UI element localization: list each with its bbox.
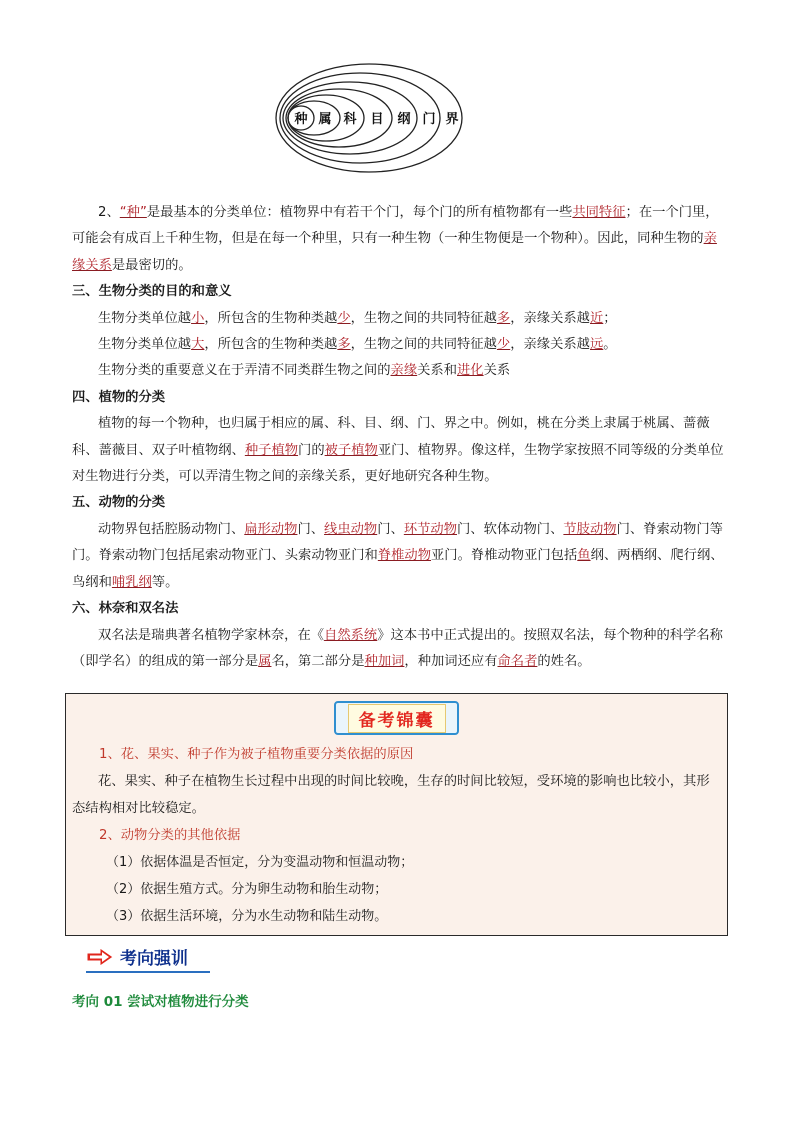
plant-classification-paragraph: 植物的每一个物种，也归属于相应的属、科、目、纲、门、界之中。例如，桃在分类上隶属于桃属、蔷薇科、蔷薇目、双子叶植物纲、种子植物门的被子植物亚门、植物界。像这样，生物学家按照不同等级的分类单位对生物进行分类，可以弄清生物之间的亲缘关系，更好地研究各种生物。	[72, 416, 724, 485]
arrow-right-icon	[86, 947, 114, 967]
exam-tips-badge	[334, 701, 459, 735]
label-mu: 目	[370, 112, 384, 127]
exam-tips-badge-label: 备考锦囊	[348, 704, 446, 733]
tip-2-title: 2、动物分类的其他依据	[99, 828, 241, 843]
purpose-line-1: 生物分类单位越小，所包含的生物种类越少，生物之间的共同特征越多，亲缘关系越近；	[98, 310, 617, 326]
purpose-line-3: 生物分类的重要意义在于弄清不同类群生物之间的亲缘关系和进化关系	[98, 363, 511, 379]
training-underline	[86, 971, 210, 973]
heading-linnaeus: 六、林奈和双名法	[72, 601, 179, 617]
highlight-zhong: “种”	[119, 205, 147, 220]
label-men: 门	[422, 112, 436, 127]
main-content	[72, 200, 728, 675]
heading-plant-classification: 四、植物的分类	[72, 389, 166, 405]
label-ke: 科	[343, 112, 357, 127]
animal-classification-paragraph: 动物界包括腔肠动物门、扁形动物门、线虫动物门、环节动物门、软体动物门、节肢动物门、脊索动物门等门。脊索动物门包括尾索动物亚门、头索动物亚门和脊椎动物亚门。脊椎动物亚门包括鱼纲、两栖纲、爬行纲、鸟纲和哺乳纲等。	[72, 521, 724, 590]
training-label: 考向强训	[120, 949, 188, 969]
classification-diagram	[274, 62, 464, 174]
highlight-kinship: 亲缘关系	[72, 231, 717, 273]
tip-2-sub-1: （1）依据体温是否恒定，分为变温动物和恒温动物；	[106, 855, 414, 870]
exam-tips-box	[65, 693, 728, 936]
tip-2-sub-3: （3）依据生活环境，分为水生动物和陆生动物。	[106, 909, 388, 924]
tip-1-body: 花、果实、种子在植物生长过程中出现的时间比较晚，生存的时间比较短，受环境的影响也比较小，其形态结构相对比较稳定。	[72, 774, 710, 816]
tip-1-title: 1、花、果实、种子作为被子植物重要分类依据的原因	[99, 747, 414, 762]
purpose-line-2: 生物分类单位越大，所包含的生物种类越多，生物之间的共同特征越少，亲缘关系越远。	[98, 337, 617, 353]
exam-tips-body	[72, 741, 722, 930]
heading-animal-classification: 五、动物的分类	[72, 495, 166, 511]
training-header	[86, 943, 210, 972]
label-gang: 纲	[397, 112, 411, 127]
label-shu: 属	[318, 112, 332, 127]
heading-purpose: 三、生物分类的目的和意义	[72, 284, 232, 300]
tip-2-sub-2: （2）依据生殖方式。分为卵生动物和胎生动物；	[106, 882, 388, 897]
highlight-common-features: 共同特征	[572, 205, 626, 220]
topic-01-title: 考向 01 尝试对植物进行分类	[72, 994, 249, 1010]
section-2-paragraph: 2、“种”是最基本的分类单位：植物界中有若干个门，每个门的所有植物都有一些共同特征；在一个门里，可能会有成百上千种生物，但是在每一个种里，只有一种生物（一种生物便是一个物种）。因此，同种生物的亲缘关系是最密切的。	[72, 205, 719, 273]
label-zhong: 种	[294, 112, 308, 127]
label-jie: 界	[445, 112, 459, 127]
linnaeus-paragraph: 双名法是瑞典著名植物学家林奈，在《自然系统》这本书中正式提出的。按照双名法，每个物种的科学名称（即学名）的组成的第一部分是属名，第二部分是种加词，种加词还应有命名者的姓名。	[72, 627, 723, 669]
